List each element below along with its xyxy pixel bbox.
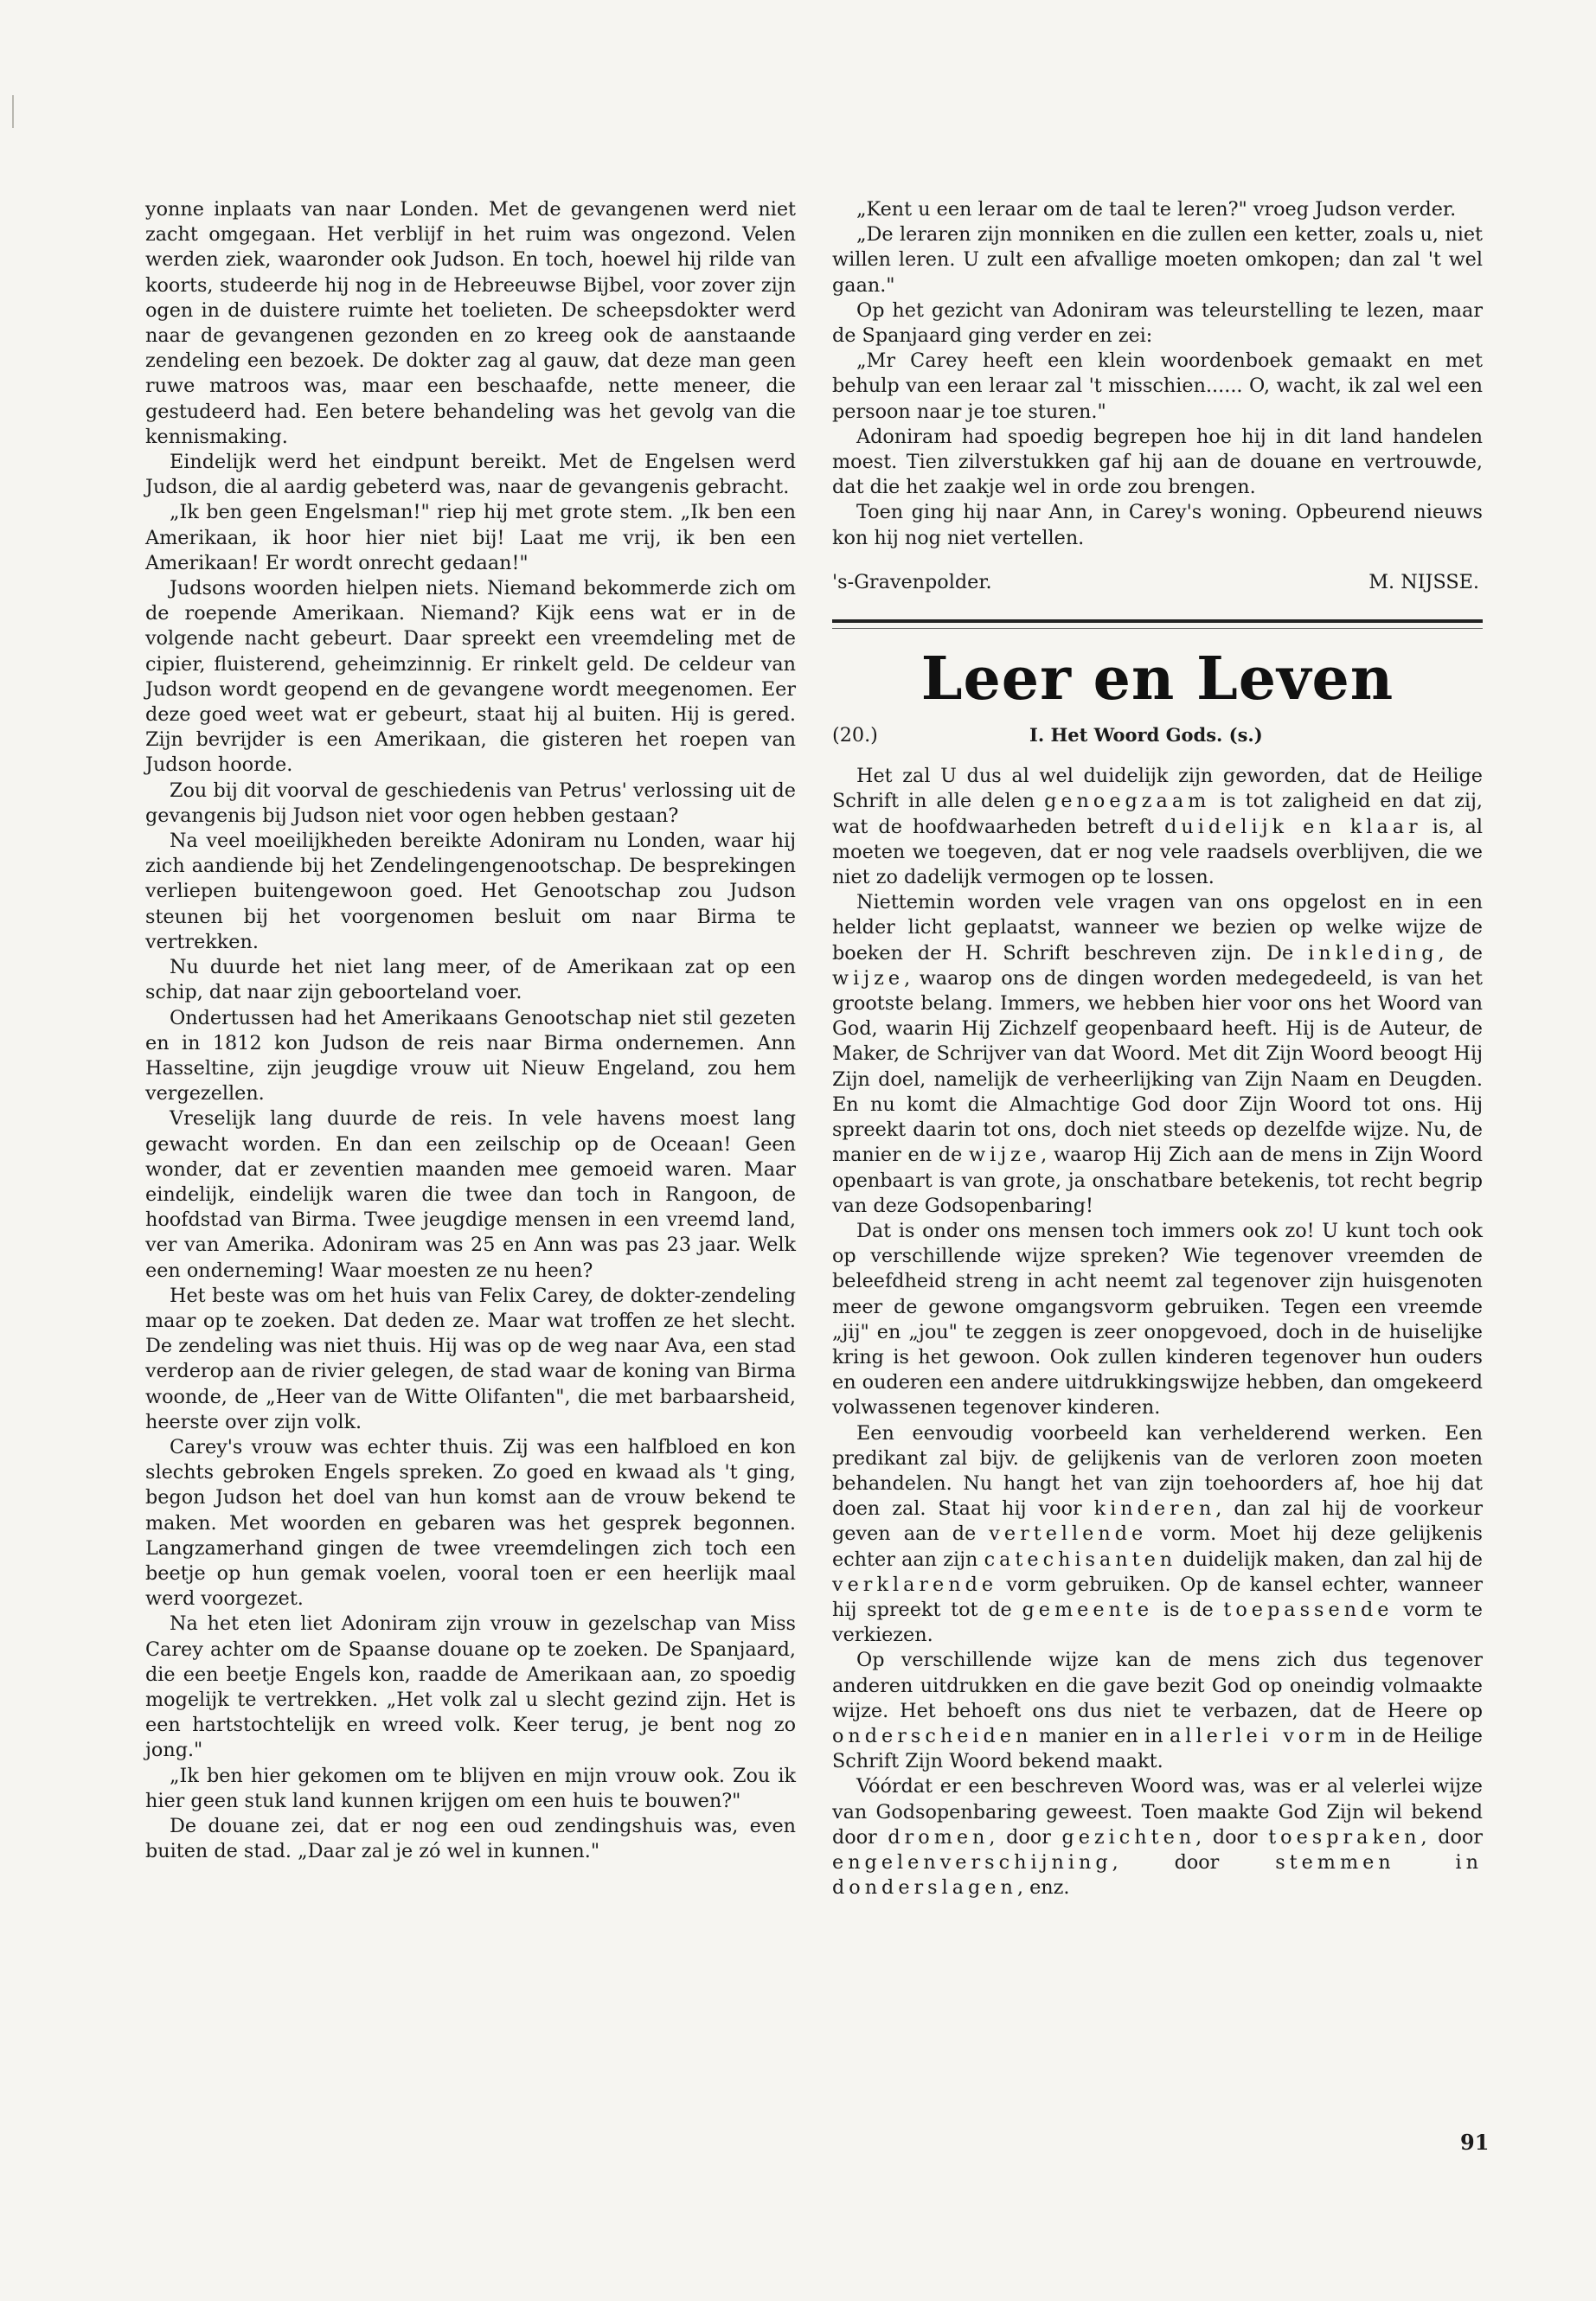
paragraph: De douane zei, dat er nog een oud zendingshuis was, even buiten de stad. „Daar zal je zó wel in kunnen.": [145, 1815, 796, 1863]
paragraph: „Ik ben hier gekomen om te blijven en mijn vrouw ook. Zou ik hier geen stuk land kunnen krijgen om een huis te bouwen?": [145, 1764, 796, 1812]
article-paragraph: Op verschillende wijze kan de mens zich dus tegenover anderen uitdrukken en die gave bezit God op oneindig volmaakte wijze. Het behoeft ons dus niet te verbazen, dat de Heere op onderscheiden manier en in allerlei vorm in de Heilige Schrift Zijn Woord bekend maakt.: [832, 1649, 1483, 1773]
paragraph: Toen ging hij naar Ann, in Carey's woning. Opbeurend nieuws kon hij nog niet vertellen.: [832, 501, 1483, 549]
article-paragraph: Vóórdat er een beschreven Woord was, was er al velerlei wijze van Godsopenbaring geweest. Toen maakte God Zijn wil bekend door dromen, door gezichten, door toespraken, door engelenverschijning, door stemmen in donderslagen, enz.: [832, 1775, 1483, 1900]
paragraph: Carey's vrouw was echter thuis. Zij was een halfbloed en kon slechts gebroken Engels spreken. Zo goed en kwaad als 't ging, begon Judson het doel van hun komst aan de vrouw bekend te maken. Met woorden en gebaren was het gesprek begonnen. Langzamerhand gingen de twee vreemdelingen zich toch een beetje op hun gemak voelen, vooral toen er een heerlijk maal werd voorgezet.: [145, 1435, 796, 1611]
section-divider: [832, 619, 1483, 623]
article-paragraph: Het zal U dus al wel duidelijk zijn geworden, dat de Heilige Schrift in alle delen genoegzaam is tot zaligheid en dat zij, wat de hoofdwaarheden betreft duidelijk en klaar is, al moeten we toegeven, dat er nog vele raadsels overblijven, die we niet zo dadelijk vermogen op te lossen.: [832, 765, 1483, 889]
left-column: [145, 197, 796, 1864]
section-divider-thin: [832, 628, 1483, 629]
paragraph: Judsons woorden hielpen niets. Niemand bekommerde zich om de roepende Amerikaan. Niemand? Kijk eens wat er in de volgende nacht gebeurt. Daar spreekt een vreemdeling met de cipier, fluisterend, geheimzinnig. Er rinkelt geld. De celdeur van Judson wordt geopend en de gevangene wordt meegenomen. Eer deze goed weet wat er gebeurt, staat hij al buiten. Hij is gered. Zijn bevrijder is een Amerikaan, die gisteren het roepen van Judson hoorde.: [145, 577, 796, 777]
place-name: 's-Gravenpolder.: [832, 570, 992, 593]
article-paragraph: Een eenvoudig voorbeeld kan verhelderend werken. Een predikant zal bijv. de gelijkenis van de verloren zoon moeten behandelen. Nu hangt het van zijn toehoorders af, hoe hij dat doen zal. Staat hij voor kinderen, dan zal hij de voorkeur geven aan de vertellende vorm. Moet hij deze gelijkenis echter aan zijn catechisanten duidelijk maken, dan zal hij de verklarende vorm gebruiken. Op de kansel echter, wanneer hij spreekt tot de gemeente is de toepassende vorm te verkiezen.: [832, 1421, 1483, 1647]
author-name: M. NIJSSE.: [1368, 570, 1479, 593]
paragraph: Adoniram had spoedig begrepen hoe hij in dit land handelen moest. Tien zilverstukken gaf hij aan de douane en vertrouwde, dat die het zaakje wel in orde zou brengen.: [832, 425, 1483, 499]
signature-line: [832, 570, 1483, 595]
paragraph: Zou bij dit voorval de geschiedenis van Petrus' verlossing uit de gevangenis bij Judson niet voor ogen hebben gestaan?: [145, 779, 796, 827]
article-paragraph: Dat is onder ons mensen toch immers ook zo! U kunt toch ook op verschillende wijze spreken? Wie tegenover vreemden de beleefdheid streng in acht neemt zal tegenover zijn huisgenoten meer de gewone omgangsvorm gebruiken. Tegen een vreemde „jij" en „jou" te zeggen is zeer onopgevoed, doch in de huiselijke kring is het gewoon. Ook zullen kinderen tegenover hun ouders en ouderen een andere uitdrukkingswijze hebben, dan omgekeerd volwassenen tegenover kinderen.: [832, 1219, 1483, 1420]
paragraph: Op het gezicht van Adoniram was teleurstelling te lezen, maar de Spanjaard ging verder en zei:: [832, 298, 1483, 348]
paragraph: Na het eten liet Adoniram zijn vrouw in gezelschap van Miss Carey achter om de Spaanse douane op te zoeken. De Spanjaard, die een beetje Engels kon, raadde de Amerikaan aan, zo spoedig mogelijk te vertrekken. „Het volk zal u slecht gezind zijn. Het is een hartstochtelijk en wreed volk. Keer terug, je bent nog zo jong.": [145, 1612, 796, 1762]
page-number: 91: [1460, 2130, 1490, 2155]
article-paragraph: Niettemin worden vele vragen van ons opgelost en in een helder licht geplaatst, wanneer we bezien op welke wijze de boeken der H. Schrift beschreven zijn. De inkleding, de wijze, waarop ons de dingen worden medegedeeld, is van het grootste belang. Immers, we hebben hier voor ons het Woord van God, waarin Hij Zichzelf geopenbaard heeft. Hij is de Auteur, de Maker, de Schrijver van dat Woord. Met dit Zijn Woord beoogt Hij Zijn doel, namelijk de verheerlijking van Zijn Naam en Deugden. En nu komt die Almachtige God door Zijn Woord tot ons. Hij spreekt daarin tot ons, doch niet steeds op dezelfde wijze. Nu, de manier en de wijze, waarop Hij Zich aan de mens in Zijn Woord openbaart is van grote, ja onschatbare betekenis, tot recht begrip van deze Godsopenbaring!: [832, 891, 1483, 1217]
paragraph: Ondertussen had het Amerikaans Genootschap niet stil gezeten en in 1812 kon Judson de reis naar Birma ondernemen. Ann Hasseltine, zijn jeugdige vrouw uit Nieuw Engeland, zou hem vergezellen.: [145, 1006, 796, 1106]
paragraph: „Ik ben geen Engelsman!" riep hij met grote stem. „Ik ben een Amerikaan, ik hoor hier niet bij! Laat me vrij, ik ben een Amerikaan! Er wordt onrecht gedaan!": [145, 501, 796, 574]
paragraph: yonne inplaats van naar Londen. Met de gevangenen werd niet zacht omgegaan. Het verblijf in het ruim was ongezond. Velen werden ziek, waaronder ook Judson. En toch, hoewel hij rilde van koorts, studeerde hij nog in de Hebreeuwse Bijbel, voor zover zijn ogen in de duistere ruimte het toelieten. De scheepsdokter werd naar de gevangenen gezonden en zo kreeg ook de aanstaande zendeling een bezoek. De dokter zag al gauw, dat deze man geen ruwe matroos was, maar een beschaafde, nette meneer, die gestudeerd had. Een betere behandeling was het gevolg van die kennismaking.: [145, 198, 796, 448]
paragraph: Vreselijk lang duurde de reis. In vele havens moest lang gewacht worden. En dan een zeilschip op de Oceaan! Geen wonder, dat er zeventien maanden mee gemoeid waren. Maar eindelijk, eindelijk waren die twee dan toch in Rangoon, de hoofdstad van Birma. Twee jeugdige mensen in een vreemd land, ver van Amerika. Adoniram was 25 en Ann was pas 23 jaar. Welk een onderneming! Waar moesten ze nu heen?: [145, 1107, 796, 1282]
subheading-row: [832, 722, 1483, 748]
series-number: (20.): [832, 724, 878, 747]
subheading-title: I. Het Woord Gods. (s.): [1029, 724, 1263, 747]
paragraph: Het beste was om het huis van Felix Carey, de dokter-zendeling maar op te zoeken. Dat deden ze. Maar wat troffen ze het slecht. De zendeling was niet thuis. Hij was op de weg naar Ava, een stad verderop aan de rivier gelegen, de stad waar de koning van Birma woonde, de „Heer van de Witte Olifanten", die met barbaarsheid, heerste over zijn volk.: [145, 1284, 796, 1433]
paragraph: Eindelijk werd het eindpunt bereikt. Met de Engelsen werd Judson, die al aardig gebeterd was, naar de gevangenis gebracht.: [145, 451, 796, 499]
paragraph: „Mr Carey heeft een klein woordenboek gemaakt en met behulp van een leraar zal 't misschien...... O, wacht, ik zal wel een persoon naar je toe sturen.": [832, 349, 1483, 423]
paragraph: „De leraren zijn monniken en die zullen een ketter, zoals u, niet willen leren. U zult een afvallige moeten omkopen; dan zal 't wel gaan.": [832, 223, 1483, 297]
paragraph: Nu duurde het niet lang meer, of de Amerikaan zat op een schip, dat naar zijn geboorteland voer.: [145, 956, 796, 1004]
margin-mark: [12, 95, 14, 128]
right-column: [832, 197, 1483, 1900]
paragraph: Na veel moeilijkheden bereikte Adoniram nu Londen, waar hij zich aandiende bij het Zendelingengenootschap. De besprekingen verliepen buitengewoon goed. Het Genootschap zou Judson steunen bij het voorgenomen besluit om naar Birma te vertrekken.: [145, 830, 796, 953]
section-heading: Leer en Leven: [920, 644, 1394, 715]
paragraph: „Kent u een leraar om de taal te leren?" vroeg Judson verder.: [856, 198, 1457, 221]
